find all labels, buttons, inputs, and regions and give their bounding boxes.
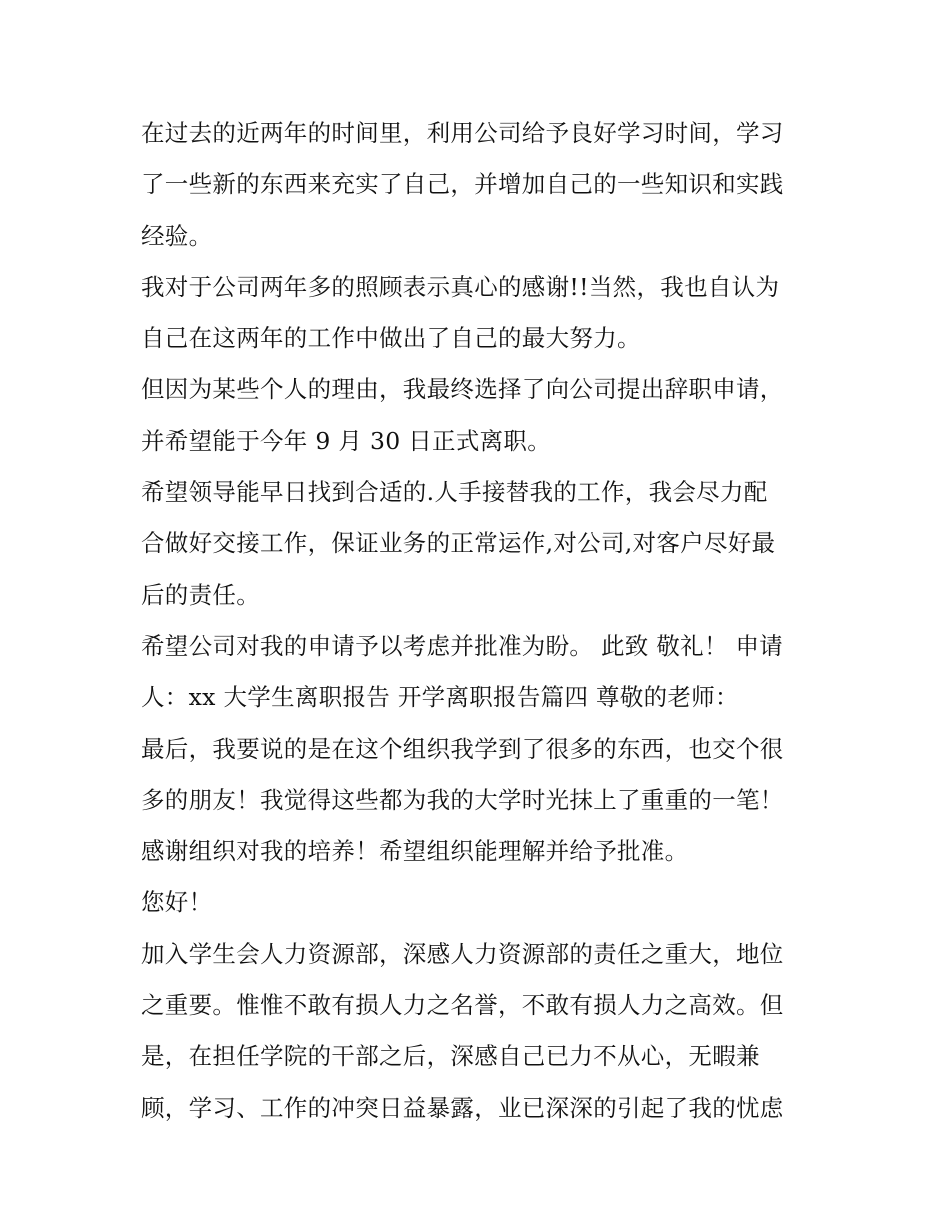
- text-line: 多的朋友！我觉得这些都为我的大学时光抹上了重重的一笔！: [141, 785, 784, 814]
- text-line: 在过去的近两年的时间里，利用公司给予良好学习时间，学习: [141, 119, 784, 147]
- text-line: 感谢组织对我的培养！希望组织能理解并给予批准。: [141, 837, 689, 866]
- text-line: 经验。: [141, 221, 213, 250]
- text-line: 之重要。惟惟不敢有损人力之名誉，不敢有损人力之高效。但: [141, 991, 784, 1020]
- text-line: 了一些新的东西来充实了自己，并增加自己的一些知识和实践: [141, 170, 784, 199]
- text-line: 是，在担任学院的干部之后，深感自己已力不从心，无暇兼: [141, 1042, 760, 1071]
- text-line: 最后，我要说的是在这个组织我学到了很多的东西，也交个很: [141, 734, 784, 763]
- text-line: 人：xx 大学生离职报告 开学离职报告篇四 尊敬的老师：: [141, 683, 739, 712]
- text-line: 希望领导能早日找到合适的.人手接替我的工作，我会尽力配: [141, 478, 768, 507]
- text-line: 但因为某些个人的理由，我最终选择了向公司提出辞职申请，: [141, 375, 784, 404]
- text-line: 您好！: [141, 888, 213, 917]
- text-line: 合做好交接工作，保证业务的正常运作,对公司,对客户尽好最: [141, 529, 776, 558]
- text-line: 并希望能于今年 9 月 30 日正式离职。: [141, 426, 552, 455]
- text-line: 顾，学习、工作的冲突日益暴露，业已深深的引起了我的忧虑: [141, 1093, 784, 1122]
- document-body: [141, 108, 817, 1134]
- text-line: 希望公司对我的申请予以考虑并批准为盼。 此致 敬礼！ 申请: [141, 631, 784, 660]
- text-line: 我对于公司两年多的照顾表示真心的感谢!!当然，我也自认为: [141, 272, 780, 301]
- text-line: 加入学生会人力资源部，深感人力资源部的责任之重大，地位: [141, 939, 784, 968]
- text-line: 后的责任。: [141, 580, 260, 609]
- text-line: 自己在这两年的工作中做出了自己的最大努力。: [141, 324, 641, 353]
